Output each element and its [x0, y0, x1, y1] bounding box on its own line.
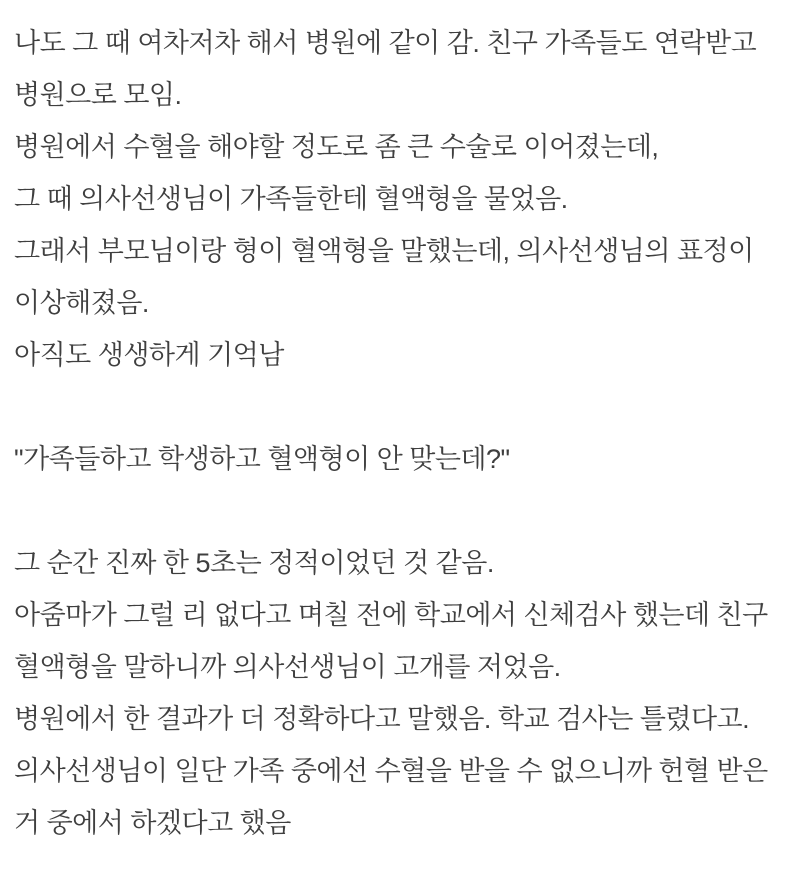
- text-line: 아직도 생생하게 기억남: [14, 340, 284, 370]
- text-line: 거 중에서 하겠다고 했음: [14, 808, 291, 838]
- blank-line: [14, 381, 790, 433]
- text-line: 아줌마가 그럴 리 없다고 며칠 전에 학교에서 신체검사 했는데 친구: [14, 600, 768, 630]
- text-line: 이상해졌음.: [14, 288, 149, 318]
- text-line: 병원에서 수혈을 해야할 정도로 좀 큰 수술로 이어졌는데,: [14, 132, 659, 162]
- text-line: 나도 그 때 여차저차 해서 병원에 같이 감. 친구 가족들도 연락받고: [14, 28, 757, 58]
- text-line: "가족들하고 학생하고 혈액형이 안 맞는데?": [14, 444, 510, 474]
- text-line: 그래서 부모님이랑 형이 혈액형을 말했는데, 의사선생님의 표정이: [14, 236, 754, 266]
- text-line: 병원으로 모임.: [14, 80, 182, 110]
- text-line: 그 순간 진짜 한 5초는 정적이었던 것 같음.: [14, 548, 494, 578]
- text-line: 의사선생님이 일단 가족 중에선 수혈을 받을 수 없으니까 헌혈 받은: [14, 756, 768, 786]
- text-line: 병원에서 한 결과가 더 정확하다고 말했음. 학교 검사는 틀렸다고.: [14, 704, 750, 734]
- text-line: 그 때 의사선생님이 가족들한테 혈액형을 물었음.: [14, 184, 568, 214]
- text-line: 혈액형을 말하니까 의사선생님이 고개를 저었음.: [14, 652, 561, 682]
- blank-line: [14, 485, 790, 537]
